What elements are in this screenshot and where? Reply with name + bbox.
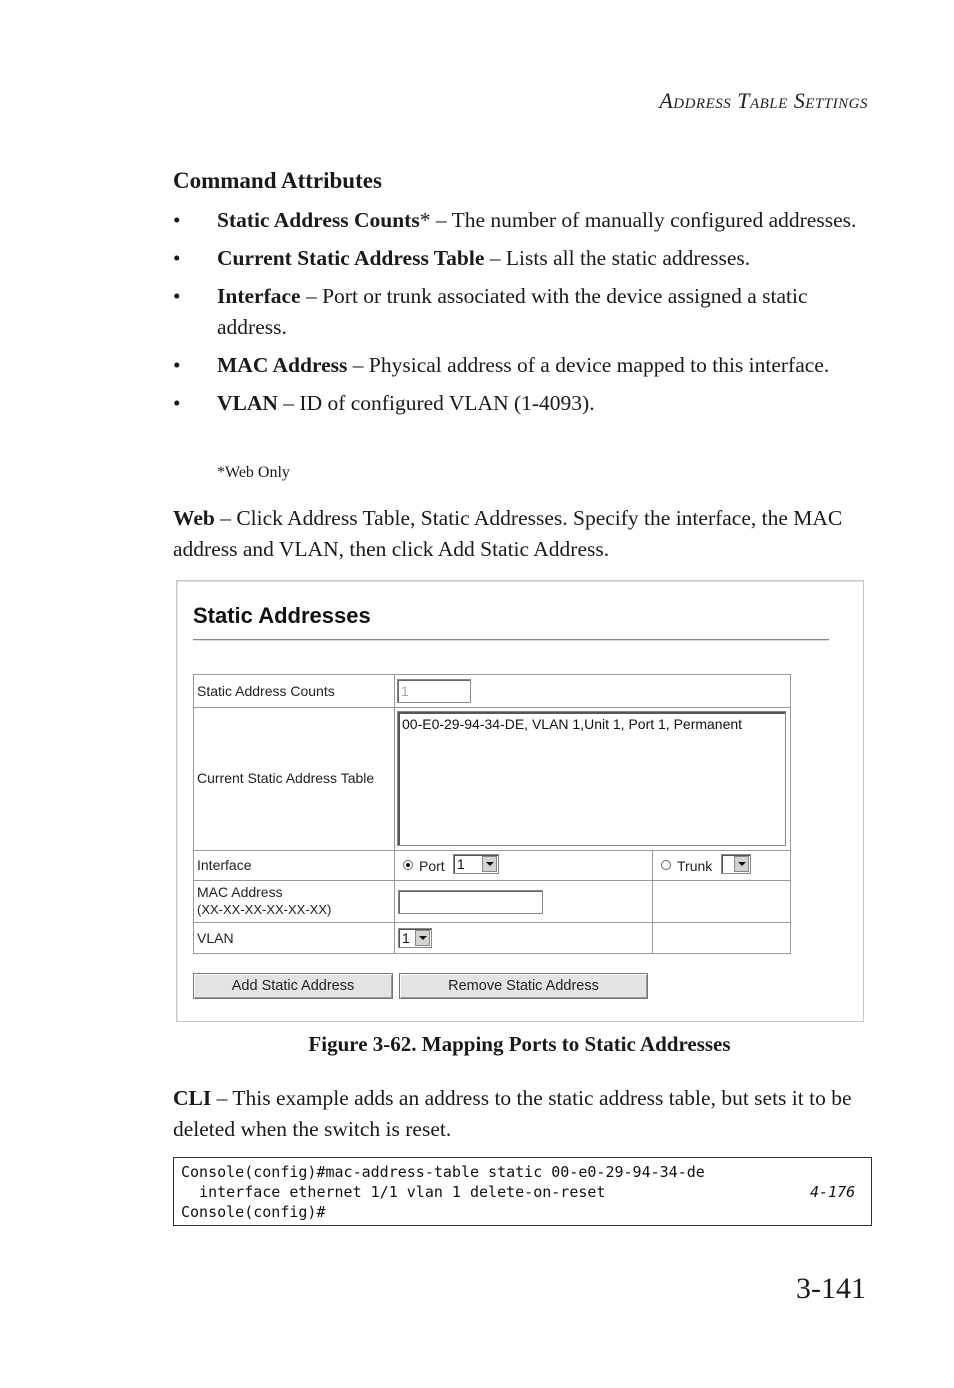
vlan-select[interactable] <box>398 928 432 948</box>
attribute-term: VLAN <box>217 391 278 415</box>
add-static-address-button[interactable]: Add Static Address <box>193 973 393 999</box>
list-item <box>173 243 873 274</box>
list-item[interactable]: 00-E0-29-94-34-DE, VLAN 1,Unit 1, Port 1, Permanent <box>402 716 743 732</box>
vlan-label: VLAN <box>197 930 234 946</box>
trunk-select[interactable] <box>721 854 751 874</box>
remove-static-address-button[interactable]: Remove Static Address <box>399 973 648 999</box>
web-lead: Web <box>173 506 215 530</box>
vlan-value-cell <box>394 922 653 954</box>
table-label: Current Static Address Table <box>197 770 375 786</box>
list-item <box>173 205 873 236</box>
counts-label-cell <box>193 674 395 708</box>
list-item <box>173 350 873 381</box>
attribute-description: – ID of configured VLAN (1-4093). <box>277 391 595 415</box>
static-addresses-screenshot <box>176 580 864 1022</box>
vlan-empty-cell <box>652 922 791 954</box>
port-cell <box>394 850 653 881</box>
mac-empty-cell <box>652 880 791 923</box>
attribute-suffix: * <box>419 208 431 232</box>
interface-label: Interface <box>197 857 252 873</box>
attribute-term: Static Address Counts <box>217 208 420 232</box>
vlan-select-value: 1 <box>402 930 410 946</box>
web-text: – Click Address Table, Static Addresses. Specify the interface, the MAC address and VLAN, then click Add Static Address. <box>173 506 843 561</box>
port-radio[interactable] <box>403 860 413 870</box>
counts-field: 1 <box>397 679 471 703</box>
trunk-radio[interactable] <box>661 860 671 870</box>
list-item <box>173 388 873 419</box>
chevron-down-icon[interactable] <box>734 856 749 872</box>
command-reference: 4-176 <box>810 1183 856 1201</box>
cli-text: – This example adds an address to the static address table, but sets it to be deleted when the switch is reset. <box>173 1086 852 1141</box>
mac-label: MAC Address <box>197 884 283 900</box>
mac-format-hint: (XX-XX-XX-XX-XX-XX) <box>197 902 332 917</box>
cli-lead: CLI <box>173 1086 212 1110</box>
list-item <box>173 281 873 343</box>
attribute-description: – Physical address of a device mapped to this interface. <box>347 353 830 377</box>
mac-value-cell <box>394 880 653 923</box>
code-line: Console(config)# <box>181 1203 326 1221</box>
code-line-text: interface ethernet 1/1 vlan 1 delete-on-reset <box>181 1183 606 1201</box>
cli-code-block <box>173 1157 872 1226</box>
panel-title: Static Addresses <box>193 603 371 628</box>
mac-label-cell <box>193 880 395 923</box>
cli-paragraph <box>173 1083 873 1145</box>
footnote: *Web Only <box>217 464 290 481</box>
code-line <box>181 1182 871 1202</box>
attribute-description: – Port or trunk associated with the device assigned a static address. <box>217 284 808 339</box>
static-address-listbox[interactable] <box>397 711 786 846</box>
web-paragraph <box>173 503 873 565</box>
port-select[interactable] <box>453 854 499 874</box>
counts-label: Static Address Counts <box>197 683 335 699</box>
vlan-label-cell <box>193 922 395 954</box>
chevron-down-icon[interactable] <box>415 930 430 946</box>
attribute-term: MAC Address <box>217 353 348 377</box>
trunk-cell <box>652 850 791 881</box>
title-divider <box>193 639 829 641</box>
trunk-option-label: Trunk <box>677 858 713 874</box>
figure-caption: Figure 3-62. Mapping Ports to Static Addresses <box>308 1032 731 1056</box>
page-number: 3-141 <box>796 1272 866 1305</box>
table-label-cell <box>193 707 395 851</box>
attribute-term: Interface <box>217 284 301 308</box>
interface-label-cell <box>193 850 395 881</box>
counts-value-cell <box>394 674 791 708</box>
section-title: Command Attributes <box>173 168 382 193</box>
table-value-cell <box>394 707 791 851</box>
running-header: Address Table Settings <box>659 88 868 113</box>
port-select-value: 1 <box>457 856 465 872</box>
mac-address-input[interactable] <box>398 890 543 914</box>
attribute-term: Current Static Address Table <box>217 246 485 270</box>
attribute-description: – The number of manually configured addresses. <box>430 208 857 232</box>
attribute-list <box>173 205 873 426</box>
port-option-label: Port <box>419 858 445 874</box>
chevron-down-icon[interactable] <box>482 856 497 872</box>
attribute-description: – Lists all the static addresses. <box>484 246 751 270</box>
code-line: Console(config)#mac-address-table static 00-e0-29-94-34-de <box>181 1163 705 1181</box>
